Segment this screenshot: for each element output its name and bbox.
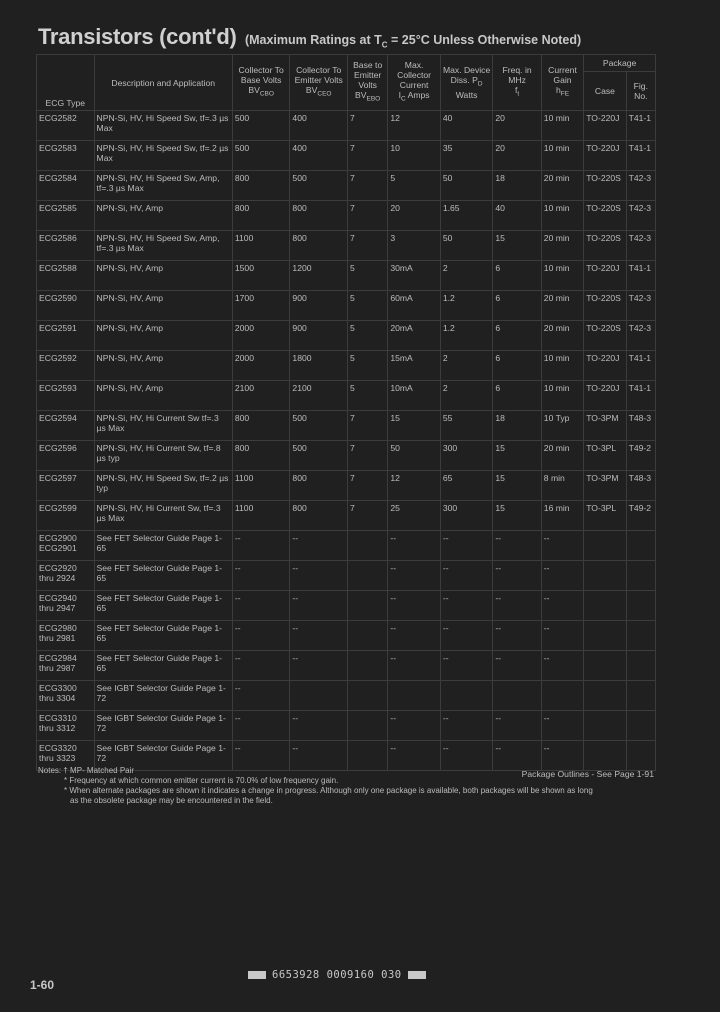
header-description: Description and Application: [94, 55, 232, 111]
cell-ic: 12: [388, 471, 441, 501]
cell-pd: 1.65: [440, 201, 493, 231]
cell-fig: T41-1: [626, 261, 655, 291]
cell-bv-cbo: --: [232, 711, 290, 741]
table-row: [37, 351, 656, 381]
cell-ic: 3: [388, 231, 441, 261]
notes-section: [38, 766, 658, 806]
cell-pd: 50: [440, 171, 493, 201]
cell-description: NPN-Si, HV, Hi Speed Sw, tf=.3 µs Max: [94, 111, 232, 141]
cell-hfe: --: [541, 741, 583, 771]
cell-ecg-type: ECG2597: [37, 471, 95, 501]
table-row: [37, 321, 656, 351]
cell-pd: --: [440, 591, 493, 621]
cell-case: TO-220S: [584, 231, 626, 261]
cell-bv-cbo: --: [232, 531, 290, 561]
cell-bv-cbo: --: [232, 681, 290, 711]
cell-hfe: 10 min: [541, 141, 583, 171]
cell-pd: 2: [440, 261, 493, 291]
cell-ic: 12: [388, 111, 441, 141]
cell-ft: --: [493, 531, 541, 561]
cell-ecg-type: ECG2586: [37, 231, 95, 261]
table-row: [37, 261, 656, 291]
cell-hfe: 20 min: [541, 441, 583, 471]
cell-bv-cbo: 800: [232, 171, 290, 201]
cell-bv-cbo: 500: [232, 141, 290, 171]
cell-case: TO-220S: [584, 201, 626, 231]
cell-hfe: 20 min: [541, 231, 583, 261]
cell-ecg-type: ECG2596: [37, 441, 95, 471]
cell-ic: 10: [388, 141, 441, 171]
cell-description: NPN-Si, HV, Hi Current Sw tf=.3 µs Max: [94, 411, 232, 441]
cell-ecg-type: ECG2583: [37, 141, 95, 171]
cell-bv-ceo: 800: [290, 501, 348, 531]
cell-case: TO-3PL: [584, 501, 626, 531]
cell-hfe: --: [541, 591, 583, 621]
title-subtitle: (Maximum Ratings at $T_C = 25^\circ C$ Unless Otherwise Noted): [244, 33, 582, 50]
cell-ic: 25: [388, 501, 441, 531]
cell-bv-ceo: 1200: [290, 261, 348, 291]
cell-ecg-type: ECG3300 thru 3304: [37, 681, 95, 711]
cell-bv-cbo: 1100: [232, 471, 290, 501]
cell-bv-cbo: 800: [232, 201, 290, 231]
table-row: [37, 441, 656, 471]
cell-ic: --: [388, 711, 441, 741]
cell-bv-ebo: [347, 621, 387, 651]
cell-ft: 6: [493, 351, 541, 381]
cell-hfe: --: [541, 711, 583, 741]
cell-bv-ceo: 400: [290, 111, 348, 141]
table-row: [37, 231, 656, 261]
header-ecg-type: ECG Type: [37, 55, 95, 111]
cell-hfe: 8 min: [541, 471, 583, 501]
cell-ft: --: [493, 651, 541, 681]
cell-ecg-type: ECG2585: [37, 201, 95, 231]
cell-bv-ebo: [347, 591, 387, 621]
cell-ft: 18: [493, 171, 541, 201]
cell-bv-ebo: 7: [347, 201, 387, 231]
cell-ft: 6: [493, 321, 541, 351]
cell-case: TO-3PL: [584, 441, 626, 471]
cell-fig: T48-3: [626, 471, 655, 501]
table-row: [37, 291, 656, 321]
table-row: [37, 471, 656, 501]
cell-description: NPN-Si, HV, Amp: [94, 261, 232, 291]
package-outlines-link: Package Outlines - See Page 1-91: [521, 769, 654, 779]
cell-ecg-type: ECG2584: [37, 171, 95, 201]
cell-bv-ceo: --: [290, 591, 348, 621]
cell-bv-cbo: 2100: [232, 381, 290, 411]
cell-bv-ceo: 800: [290, 471, 348, 501]
cell-pd: --: [440, 561, 493, 591]
cell-bv-ebo: 5: [347, 321, 387, 351]
cell-fig: T48-3: [626, 411, 655, 441]
cell-pd: 55: [440, 411, 493, 441]
cell-case: [584, 531, 626, 561]
cell-hfe: 20 min: [541, 291, 583, 321]
cell-fig: [626, 561, 655, 591]
cell-pd: [440, 681, 493, 711]
table-row: [37, 201, 656, 231]
cell-bv-ceo: --: [290, 531, 348, 561]
cell-bv-ebo: 5: [347, 381, 387, 411]
cell-hfe: 10 min: [541, 201, 583, 231]
cell-fig: T42-3: [626, 171, 655, 201]
cell-description: See FET Selector Guide Page 1-65: [94, 621, 232, 651]
cell-ft: --: [493, 561, 541, 591]
cell-fig: [626, 681, 655, 711]
cell-hfe: 10 min: [541, 261, 583, 291]
cell-bv-ceo: --: [290, 741, 348, 771]
cell-fig: T42-3: [626, 291, 655, 321]
page-number: 1-60: [30, 978, 55, 992]
cell-pd: 40: [440, 111, 493, 141]
cell-ecg-type: ECG2591: [37, 321, 95, 351]
cell-hfe: 10 Typ: [541, 411, 583, 441]
cell-ecg-type: ECG2590: [37, 291, 95, 321]
cell-case: TO-220J: [584, 261, 626, 291]
cell-ft: [493, 681, 541, 711]
cell-bv-cbo: 1100: [232, 231, 290, 261]
cell-ft: --: [493, 711, 541, 741]
table-row: [37, 171, 656, 201]
cell-pd: 300: [440, 441, 493, 471]
table-row: [37, 111, 656, 141]
cell-bv-ceo: 1800: [290, 351, 348, 381]
cell-bv-ebo: 7: [347, 501, 387, 531]
table-row: [37, 531, 656, 561]
cell-ecg-type: ECG2940 thru 2947: [37, 591, 95, 621]
header-row-1: [37, 55, 656, 72]
cell-pd: 65: [440, 471, 493, 501]
cell-description: See FET Selector Guide Page 1-65: [94, 531, 232, 561]
cell-fig: T49-2: [626, 501, 655, 531]
cell-fig: T41-1: [626, 111, 655, 141]
note-alternate-1: * When alternate packages are shown it indicates a change in progress. Although only one package is available, both packages will be shown as long: [64, 786, 593, 795]
cell-bv-ebo: [347, 561, 387, 591]
table-row: [37, 591, 656, 621]
cell-bv-ebo: 7: [347, 231, 387, 261]
header-max-device: Max. Device Diss. $P_D$ Watts: [440, 55, 493, 111]
cell-ecg-type: ECG2588: [37, 261, 95, 291]
note-frequency: * Frequency at which common emitter current is 70.0% of low frequency gain.: [64, 776, 339, 785]
cell-pd: --: [440, 741, 493, 771]
cell-ft: 15: [493, 441, 541, 471]
header-current-gain: Current Gain $h_{FE}$: [541, 55, 583, 111]
cell-bv-cbo: --: [232, 741, 290, 771]
cell-bv-ebo: 7: [347, 111, 387, 141]
header-package: Package: [584, 55, 656, 72]
cell-ft: 15: [493, 471, 541, 501]
cell-ic: 10mA: [388, 381, 441, 411]
cell-description: See IGBT Selector Guide Page 1-72: [94, 681, 232, 711]
table-row: [37, 411, 656, 441]
cell-description: NPN-Si, HV, Amp: [94, 291, 232, 321]
cell-fig: T42-3: [626, 201, 655, 231]
cell-description: NPN-Si, HV, Amp: [94, 381, 232, 411]
cell-case: TO-220J: [584, 141, 626, 171]
cell-bv-ebo: [347, 651, 387, 681]
cell-hfe: 10 min: [541, 381, 583, 411]
cell-fig: T41-1: [626, 381, 655, 411]
cell-description: NPN-Si, HV, Hi Speed Sw, tf=.2 µs Max: [94, 141, 232, 171]
header-fig: Fig. No.: [626, 72, 655, 111]
cell-ft: 15: [493, 501, 541, 531]
cell-description: See IGBT Selector Guide Page 1-72: [94, 741, 232, 771]
cell-case: TO-220J: [584, 111, 626, 141]
table-row: [37, 651, 656, 681]
cell-description: See FET Selector Guide Page 1-65: [94, 591, 232, 621]
cell-fig: T41-1: [626, 141, 655, 171]
cell-bv-ebo: 7: [347, 471, 387, 501]
cell-ft: --: [493, 741, 541, 771]
cell-bv-cbo: 800: [232, 411, 290, 441]
note-matched-pair: † MP- Matched Pair: [63, 766, 135, 775]
cell-ft: 40: [493, 201, 541, 231]
cell-fig: T49-2: [626, 441, 655, 471]
table-row: [37, 711, 656, 741]
note-alternate-2: as the obsolete package may be encountered in the field.: [70, 796, 273, 805]
cell-description: NPN-Si, HV, Hi Speed Sw, tf=.2 µs typ: [94, 471, 232, 501]
cell-ecg-type: ECG3320 thru 3323: [37, 741, 95, 771]
cell-ft: 6: [493, 381, 541, 411]
cell-ic: --: [388, 531, 441, 561]
cell-ic: 5: [388, 171, 441, 201]
barcode: [242, 969, 432, 981]
cell-case: [584, 651, 626, 681]
cell-fig: [626, 591, 655, 621]
cell-pd: --: [440, 621, 493, 651]
cell-pd: 2: [440, 351, 493, 381]
cell-pd: --: [440, 711, 493, 741]
cell-hfe: [541, 681, 583, 711]
cell-ic: 50: [388, 441, 441, 471]
cell-hfe: --: [541, 561, 583, 591]
cell-bv-cbo: 500: [232, 111, 290, 141]
cell-bv-ceo: 500: [290, 411, 348, 441]
cell-pd: 2: [440, 381, 493, 411]
cell-fig: [626, 651, 655, 681]
cell-bv-ebo: 5: [347, 351, 387, 381]
cell-bv-ceo: --: [290, 711, 348, 741]
cell-fig: T41-1: [626, 351, 655, 381]
cell-case: TO-220S: [584, 321, 626, 351]
cell-bv-cbo: 800: [232, 441, 290, 471]
cell-bv-ebo: 7: [347, 171, 387, 201]
cell-bv-ceo: 800: [290, 231, 348, 261]
cell-description: NPN-Si, HV, Amp: [94, 321, 232, 351]
title-main: Transistors (cont'd): [38, 24, 237, 49]
cell-description: NPN-Si, HV, Hi Current Sw, tf=.3 µs Max: [94, 501, 232, 531]
cell-ic: [388, 681, 441, 711]
cell-case: TO-220S: [584, 171, 626, 201]
cell-ecg-type: ECG2984 thru 2987: [37, 651, 95, 681]
cell-ft: 6: [493, 291, 541, 321]
cell-ic: --: [388, 621, 441, 651]
cell-description: See FET Selector Guide Page 1-65: [94, 561, 232, 591]
table-row: [37, 561, 656, 591]
cell-bv-cbo: --: [232, 591, 290, 621]
cell-pd: 1.2: [440, 321, 493, 351]
cell-case: TO-3PM: [584, 411, 626, 441]
cell-pd: 1.2: [440, 291, 493, 321]
cell-bv-ebo: [347, 681, 387, 711]
cell-description: NPN-Si, HV, Hi Speed Sw, Amp, tf=.3 µs Max: [94, 231, 232, 261]
cell-bv-ceo: --: [290, 561, 348, 591]
cell-bv-ceo: --: [290, 621, 348, 651]
cell-hfe: 10 min: [541, 111, 583, 141]
cell-hfe: 10 min: [541, 351, 583, 381]
cell-fig: T42-3: [626, 321, 655, 351]
cell-ic: --: [388, 651, 441, 681]
cell-pd: 35: [440, 141, 493, 171]
cell-fig: T42-3: [626, 231, 655, 261]
cell-bv-ebo: 7: [347, 441, 387, 471]
cell-case: [584, 621, 626, 651]
cell-bv-ebo: 7: [347, 141, 387, 171]
cell-bv-cbo: 1100: [232, 501, 290, 531]
cell-ic: --: [388, 741, 441, 771]
cell-ic: --: [388, 561, 441, 591]
cell-bv-cbo: --: [232, 621, 290, 651]
table-row: [37, 681, 656, 711]
cell-pd: --: [440, 531, 493, 561]
cell-case: TO-220S: [584, 291, 626, 321]
header-max-collector: Max. Collector Current $I_C$ Amps: [388, 55, 441, 111]
cell-ft: 20: [493, 111, 541, 141]
cell-ft: 15: [493, 231, 541, 261]
cell-case: [584, 591, 626, 621]
cell-ecg-type: ECG2594: [37, 411, 95, 441]
cell-ft: 18: [493, 411, 541, 441]
cell-ic: --: [388, 591, 441, 621]
table-row: [37, 621, 656, 651]
cell-hfe: 20 min: [541, 171, 583, 201]
header-freq: Freq. in MHz $f_t$: [493, 55, 541, 111]
cell-fig: [626, 531, 655, 561]
cell-ic: 60mA: [388, 291, 441, 321]
cell-ic: 30mA: [388, 261, 441, 291]
cell-case: [584, 711, 626, 741]
cell-description: See FET Selector Guide Page 1-65: [94, 651, 232, 681]
cell-bv-ebo: [347, 711, 387, 741]
cell-ecg-type: ECG2582: [37, 111, 95, 141]
cell-case: TO-220J: [584, 351, 626, 381]
cell-bv-ceo: 500: [290, 441, 348, 471]
cell-pd: 300: [440, 501, 493, 531]
cell-ic: 15: [388, 411, 441, 441]
cell-fig: [626, 621, 655, 651]
cell-ft: --: [493, 591, 541, 621]
cell-bv-cbo: --: [232, 561, 290, 591]
cell-description: NPN-Si, HV, Amp: [94, 201, 232, 231]
header-base-emitter: Base to Emitter Volts $BV_{EBO}$: [347, 55, 387, 111]
table-row: [37, 381, 656, 411]
cell-ecg-type: ECG2593: [37, 381, 95, 411]
cell-ft: 6: [493, 261, 541, 291]
cell-hfe: 20 min: [541, 321, 583, 351]
cell-hfe: 16 min: [541, 501, 583, 531]
cell-bv-cbo: 2000: [232, 321, 290, 351]
cell-fig: [626, 711, 655, 741]
header-collector-base: Collector To Base Volts $BV_{CBO}$: [232, 55, 290, 111]
cell-case: TO-3PM: [584, 471, 626, 501]
cell-ecg-type: ECG2920 thru 2924: [37, 561, 95, 591]
cell-description: See IGBT Selector Guide Page 1-72: [94, 711, 232, 741]
cell-bv-ebo: 5: [347, 261, 387, 291]
cell-hfe: --: [541, 621, 583, 651]
cell-bv-ceo: 800: [290, 201, 348, 231]
cell-bv-ebo: [347, 531, 387, 561]
cell-bv-ceo: 900: [290, 321, 348, 351]
cell-case: [584, 681, 626, 711]
cell-case: [584, 561, 626, 591]
cell-hfe: --: [541, 651, 583, 681]
cell-case: TO-220J: [584, 381, 626, 411]
cell-bv-ebo: 7: [347, 411, 387, 441]
cell-ic: 15mA: [388, 351, 441, 381]
cell-description: NPN-Si, HV, Hi Speed Sw, Amp, tf=.3 µs Max: [94, 171, 232, 201]
cell-bv-ebo: 5: [347, 291, 387, 321]
cell-ic: 20mA: [388, 321, 441, 351]
cell-bv-cbo: 1500: [232, 261, 290, 291]
cell-bv-cbo: 2000: [232, 351, 290, 381]
header-case: Case: [584, 72, 626, 111]
header-collector-emitter: Collector To Emitter Volts $BV_{CEO}$: [290, 55, 348, 111]
cell-ic: 20: [388, 201, 441, 231]
cell-ecg-type: ECG2900 ECG2901: [37, 531, 95, 561]
table-body: [37, 111, 656, 771]
cell-bv-ceo: 2100: [290, 381, 348, 411]
cell-description: NPN-Si, HV, Hi Current Sw, tf=.8 µs typ: [94, 441, 232, 471]
cell-pd: --: [440, 651, 493, 681]
table-row: [37, 501, 656, 531]
table-row: [37, 141, 656, 171]
cell-pd: 50: [440, 231, 493, 261]
cell-ft: 20: [493, 141, 541, 171]
cell-bv-cbo: 1700: [232, 291, 290, 321]
cell-ecg-type: ECG3310 thru 3312: [37, 711, 95, 741]
cell-ft: --: [493, 621, 541, 651]
notes-label: Notes:: [38, 766, 62, 775]
cell-bv-ceo: 400: [290, 141, 348, 171]
cell-bv-ceo: --: [290, 651, 348, 681]
cell-hfe: --: [541, 531, 583, 561]
cell-ecg-type: ECG2592: [37, 351, 95, 381]
transistor-table: [36, 54, 656, 771]
cell-bv-ceo: 500: [290, 171, 348, 201]
cell-ecg-type: ECG2980 thru 2981: [37, 621, 95, 651]
cell-description: NPN-Si, HV, Amp: [94, 351, 232, 381]
barcode-text: 6653928 0009160 030: [272, 969, 402, 981]
cell-bv-cbo: --: [232, 651, 290, 681]
cell-bv-ceo: [290, 681, 348, 711]
cell-bv-ceo: 900: [290, 291, 348, 321]
cell-ecg-type: ECG2599: [37, 501, 95, 531]
page-title: [38, 24, 581, 50]
